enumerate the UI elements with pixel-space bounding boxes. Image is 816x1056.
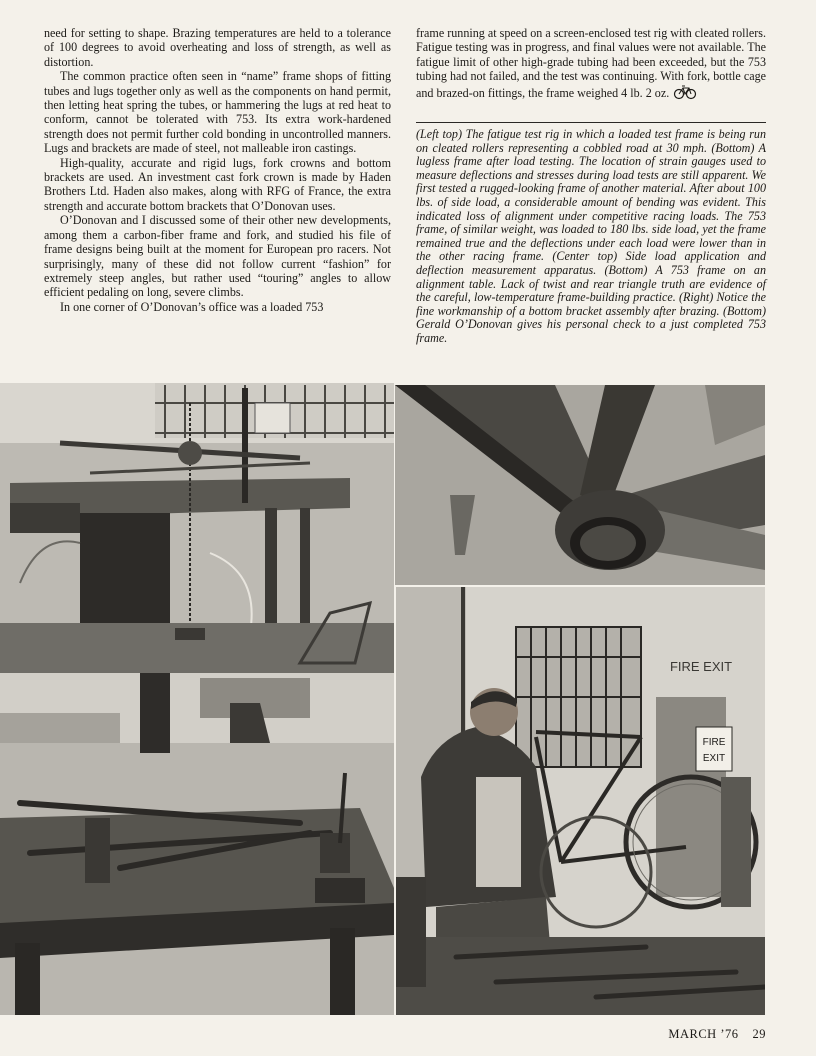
bicycle-end-mark-icon xyxy=(673,84,697,100)
paragraph: need for setting to shape. Brazing temperatures are held to a tolerance of 100 degrees to avoid overheating and loss of strength, as well as distortion. xyxy=(44,26,391,69)
photo-lugless-frame-table xyxy=(0,673,394,1015)
left-text-column xyxy=(44,26,391,314)
fire-exit-wall-sign: FIRE EXIT xyxy=(669,659,733,674)
paragraph: In one corner of O’Donovan’s office was a loaded 753 xyxy=(60,299,324,314)
paragraph: O’Donovan and I discussed some of their other new developments, among them a carbon-fiber frame and fork, and studied his file of frame designs being built at the moment for European pro racers. Not surprisingly, many of these did not follow current “fashion” for extremely steep angles, but rather used “touring” angles to allow efficient pedaling on long, severe climbs. xyxy=(44,213,391,300)
paragraph-text: frame running at speed on a screen-enclosed test rig with cleated rollers. Fatigue testing was in progress, and final values were not available. The fatigue limit of other high-grade tubing had been exceeded, but the 753 tubing had not failed, and the test was continuing. With fork, bottle cage and brazed-on fittings, the frame weighed 4 lb. 2 oz. xyxy=(416,26,766,100)
photo-odonovan-checking-frame xyxy=(396,587,765,1015)
page-footer xyxy=(654,1027,766,1042)
photo-bottom-bracket-lug xyxy=(395,385,765,585)
issue-date: MARCH ’76 xyxy=(668,1027,739,1041)
photo-caption: (Left top) The fatigue test rig in which a loaded test frame is being run on cleated rollers representing a cobbled road at 30 mph. (Bottom) A lugless frame after load testing. The location of strain gauges used to measure deflections and stresses during load tests are still apparent. We first tested a rugged-looking frame of another material. After about 100 lbs. of side load, a considerable amount of bending was evident. This indicated loss of alignment under competitive racing loads. The 753 frame, of similar weight, was loaded to 180 lbs. side load, yet the frame remained true and the deflections under each load were lower than in the other racing frame. (Center top) Side load application and deflection measurement apparatus. (Bottom) A 753 frame on an alignment table. Lack of twist and rear triangle truth are evidence of the careful, low-temperature frame-building practice. (Right) Notice the fine workmanship of a bottom bracket assembly after brazing. (Bottom) Gerald O’Donovan gives his personal check to a just completed 753 frame. xyxy=(416,127,766,345)
caption-divider xyxy=(416,122,766,123)
paragraph: The common practice often seen in “name” frame shops of fitting tubes and lugs together only as well as the components on hand permit, then letting heat spring the tubes, or hammering the lugs at red heat to conform, cannot be tolerated with 753. Its extra work-hardened strength does not permit further cold bonding in uncontrolled manners. Lugs and brackets are made of steel, not malleable iron castings. xyxy=(44,69,391,156)
right-text-column xyxy=(416,26,766,100)
paragraph: High-quality, accurate and rigid lugs, fork crowns and bottom brackets are used. An investment cast fork crown is made by Haden Brothers Ltd. Haden also makes, along with RFG of France, the extra strength and accurate bottom brackets that O’Donovan uses. xyxy=(44,155,391,213)
fire-exit-door-sign-line1: FIRE xyxy=(702,737,726,748)
fire-exit-door-sign-line2: EXIT xyxy=(702,753,726,764)
photo-fatigue-test-rig xyxy=(0,383,394,673)
page-number: 29 xyxy=(752,1027,766,1041)
paragraph-end xyxy=(416,26,766,100)
